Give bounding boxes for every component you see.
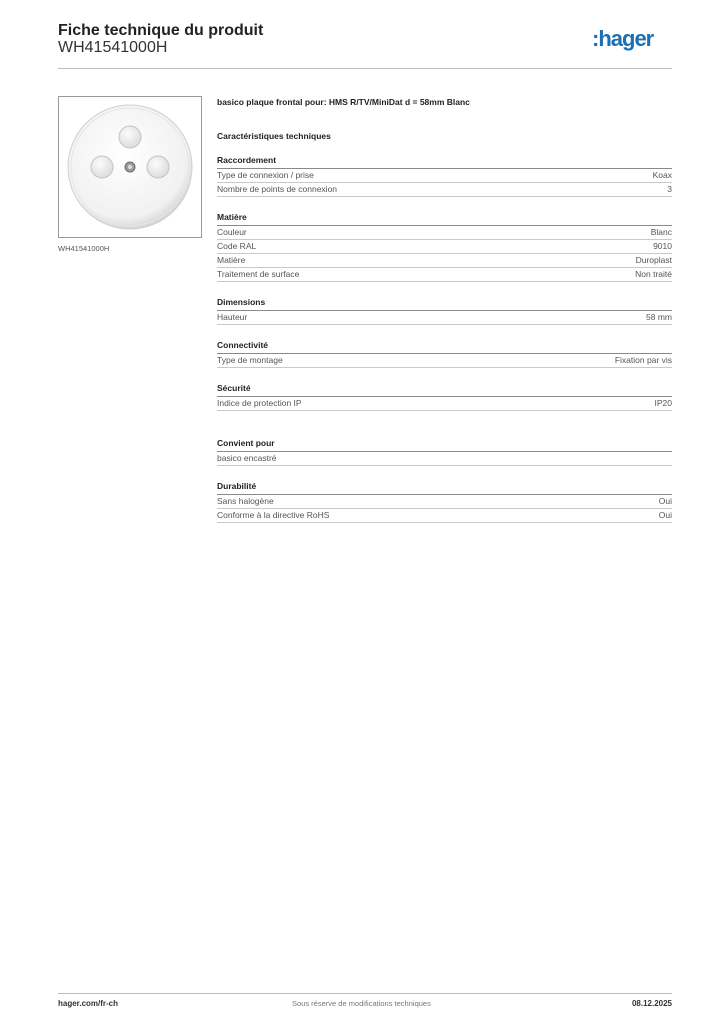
logo-text: :hager bbox=[592, 26, 654, 51]
cover-plate-illustration bbox=[59, 97, 201, 237]
group-title: Sécurité bbox=[217, 382, 672, 397]
spec-label: Couleur bbox=[217, 227, 247, 237]
group-title: Connectivité bbox=[217, 339, 672, 354]
header-divider bbox=[58, 68, 672, 69]
footer-website: hager.com/fr-ch bbox=[58, 999, 119, 1008]
group-title: Matière bbox=[217, 211, 672, 226]
spec-label: basico encastré bbox=[217, 453, 277, 463]
group-title: Dimensions bbox=[217, 296, 672, 311]
group-convient-pour bbox=[217, 437, 672, 466]
spec-label: Indice de protection IP bbox=[217, 398, 302, 408]
group-securite bbox=[217, 382, 672, 411]
product-image bbox=[58, 96, 202, 238]
spec-row bbox=[217, 254, 672, 268]
image-caption: WH41541000H bbox=[58, 244, 110, 253]
spec-label: Traitement de surface bbox=[217, 269, 300, 279]
group-title: Raccordement bbox=[217, 154, 672, 169]
spec-value: Duroplast bbox=[635, 255, 672, 265]
spec-label: Hauteur bbox=[217, 312, 248, 322]
spec-row bbox=[217, 495, 672, 509]
spec-label: Matière bbox=[217, 255, 246, 265]
spec-label: Type de montage bbox=[217, 355, 283, 365]
group-durabilite bbox=[217, 480, 672, 523]
group-title: Durabilité bbox=[217, 480, 672, 495]
page-header bbox=[58, 20, 672, 68]
spec-row bbox=[217, 452, 672, 466]
spec-row bbox=[217, 397, 672, 411]
spec-row bbox=[217, 268, 672, 282]
spec-row bbox=[217, 354, 672, 368]
spec-value: Blanc bbox=[650, 227, 672, 237]
spec-value: IP20 bbox=[654, 398, 672, 408]
spec-value: Fixation par vis bbox=[614, 355, 672, 365]
page-title: Fiche technique du produit bbox=[58, 22, 264, 39]
group-raccordement bbox=[217, 154, 672, 197]
footer-divider bbox=[58, 993, 672, 994]
spec-row bbox=[217, 311, 672, 325]
spec-label: Conforme à la directive RoHS bbox=[217, 510, 330, 520]
spec-label: Nombre de points de connexion bbox=[217, 184, 338, 194]
spec-label: Sans halogène bbox=[217, 496, 274, 506]
product-code: WH41541000H bbox=[58, 39, 168, 56]
group-dimensions bbox=[217, 296, 672, 325]
spec-row bbox=[217, 240, 672, 254]
hager-logo bbox=[592, 26, 672, 52]
spec-value: 58 mm bbox=[646, 312, 672, 322]
spec-value: 3 bbox=[667, 184, 672, 194]
spec-value: Oui bbox=[658, 496, 672, 506]
footer-note: Sous réserve de modifications techniques bbox=[292, 999, 431, 1008]
spec-heading: Caractéristiques techniques bbox=[217, 131, 331, 141]
product-description: basico plaque frontal pour: HMS R/TV/MiniDat d = 58mm Blanc bbox=[217, 97, 470, 107]
spec-row bbox=[217, 509, 672, 523]
group-connectivite bbox=[217, 339, 672, 368]
spec-value: Non traité bbox=[635, 269, 672, 279]
spec-value: 9010 bbox=[653, 241, 672, 251]
group-title: Convient pour bbox=[217, 437, 672, 452]
group-matiere bbox=[217, 211, 672, 282]
spec-label: Type de connexion / prise bbox=[217, 170, 314, 180]
spec-label: Code RAL bbox=[217, 241, 257, 251]
spec-row bbox=[217, 183, 672, 197]
spec-value: Koax bbox=[652, 170, 672, 180]
spec-row bbox=[217, 169, 672, 183]
spec-row bbox=[217, 226, 672, 240]
footer-date: 08.12.2025 bbox=[631, 999, 672, 1008]
spec-content bbox=[217, 96, 672, 523]
spec-value: Oui bbox=[658, 510, 672, 520]
